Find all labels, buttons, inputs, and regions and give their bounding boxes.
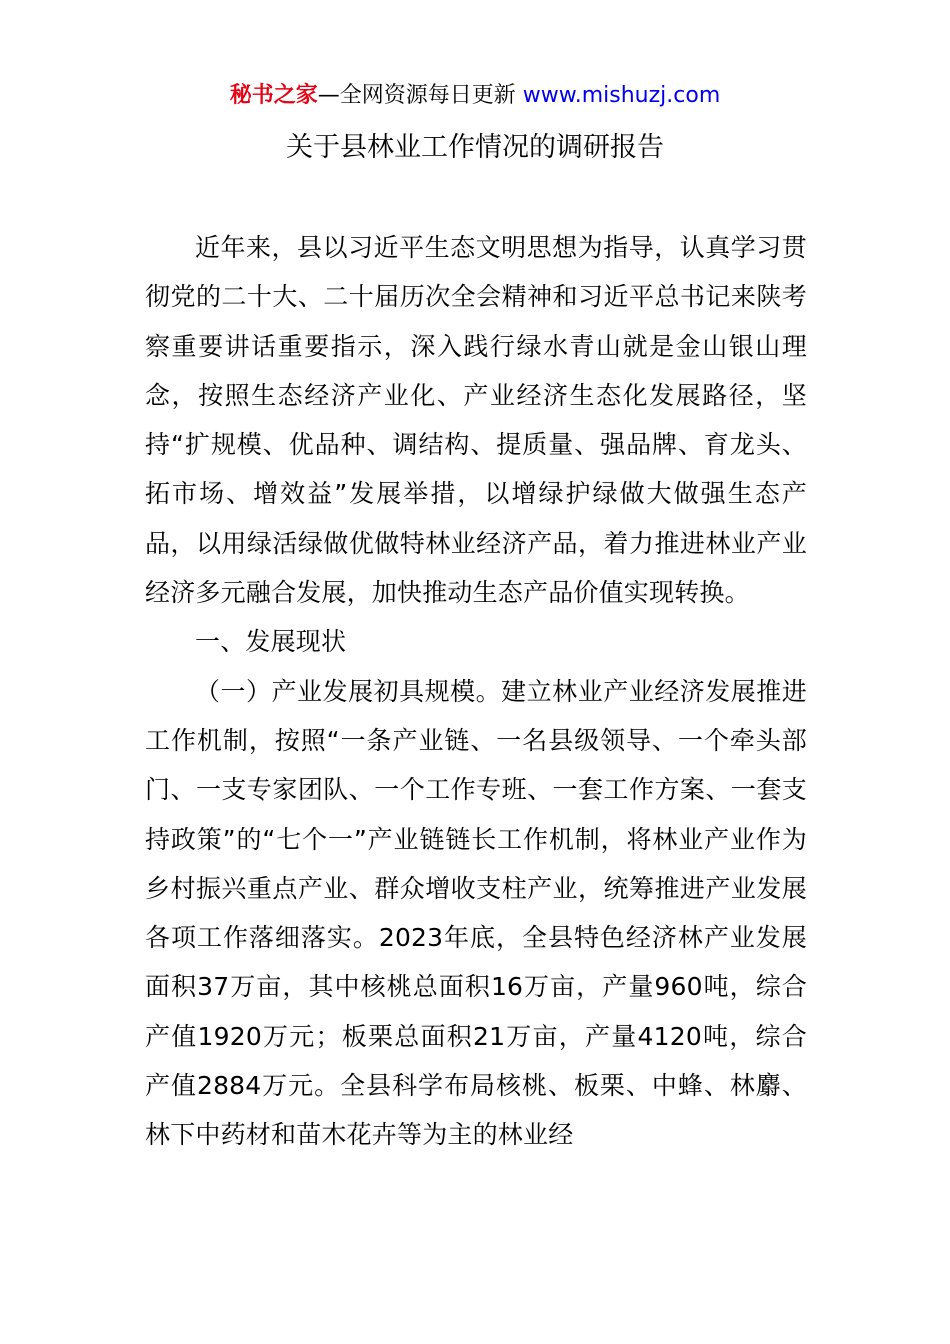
document-title: 关于县林业工作情况的调研报告	[286, 132, 664, 163]
section-heading: 一、发展现状	[195, 627, 347, 657]
body-paragraph: （一）产业发展初具规模。建立林业产业经济发展推进工作机制，按照“一条产业链、一名县级领导、一个牵头部门、一支专家团队、一个工作专班、一套工作方案、一套支持政策”的“七个一”产业链链长工作机制，将林业产业作为乡村振兴重点产业、群众增收支柱产业，统筹推进产业发展各项工作落细落实。2023年底，全县特色经济林产业发展面积37万亩，其中核桃总面积16万亩，产量960吨，综合产值1920万元；板栗总面积21万亩，产量4120吨，综合产值2884万元。全县科学布局核桃、板栗、中蜂、林麝、林下中药材和苗木花卉等为主的林业经	[145, 676, 807, 1150]
site-brand: 秘书之家	[229, 83, 318, 108]
document-body	[145, 223, 807, 1160]
site-header	[0, 80, 950, 112]
site-tagline: —全网资源每日更新	[317, 83, 516, 108]
intro-paragraph: 近年来，县以习近平生态文明思想为指导，认真学习贯彻党的二十大、二十届历次全会精神和习近平总书记来陕考察重要讲话重要指示，深入践行绿水青山就是金山银山理念，按照生态经济产业化、产业经济生态化发展路径，坚持“扩规模、优品种、调结构、提质量、强品牌、育龙头、拓市场、增效益”发展举措，以增绿护绿做大做强生态产品，以用绿活绿做优做特林业经济产品，着力推进林业产业经济多元融合发展，加快推动生态产品价值实现转换。	[145, 233, 807, 608]
site-url-link[interactable]: www.mishuzj.com	[522, 83, 721, 108]
